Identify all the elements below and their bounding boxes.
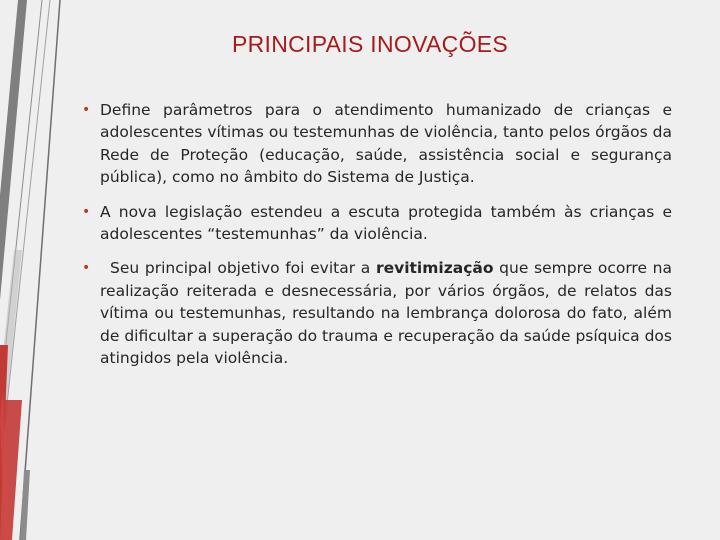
bullet-text-after: que sempre ocorre na realização reiterada e desnecessária, por vários órgãos, de relatos das vítima ou testemunhas, resultando na lembrança dolorosa do fato, além de dificultar a superação do trauma e recuperação da saúde psíquica dos atingidos pela violência.	[100, 259, 672, 368]
bullet-dot: •	[82, 260, 91, 277]
bullet-dot: •	[82, 203, 91, 220]
bullet-item-1	[82, 99, 672, 189]
bullet-text: Define parâmetros para o atendimento humanizado de crianças e adolescentes vítimas ou testemunhas de violência, tanto pelos órgãos da Rede de Proteção (educação, saúde, assistência social e segurança pública), como no âmbito do Sistema de Justiça.	[100, 101, 672, 187]
bullet-list	[82, 99, 672, 381]
bullet-text-before: Seu principal objetivo foi evitar a	[110, 259, 371, 278]
bullet-dot: •	[82, 102, 91, 118]
stripe-gray-bottom	[20, 470, 30, 540]
bullet-text: A nova legislação estendeu a escuta protegida também às crianças e adolescentes “testemunhas” da violência.	[100, 202, 672, 244]
stripe-line-3	[20, 0, 60, 540]
bullet-item-3	[82, 257, 672, 369]
bullet-item-2	[82, 201, 672, 246]
bullet-text-bold: revitimização	[375, 259, 494, 278]
slide-title: PRINCIPAIS INOVAÇÕES	[231, 31, 509, 57]
